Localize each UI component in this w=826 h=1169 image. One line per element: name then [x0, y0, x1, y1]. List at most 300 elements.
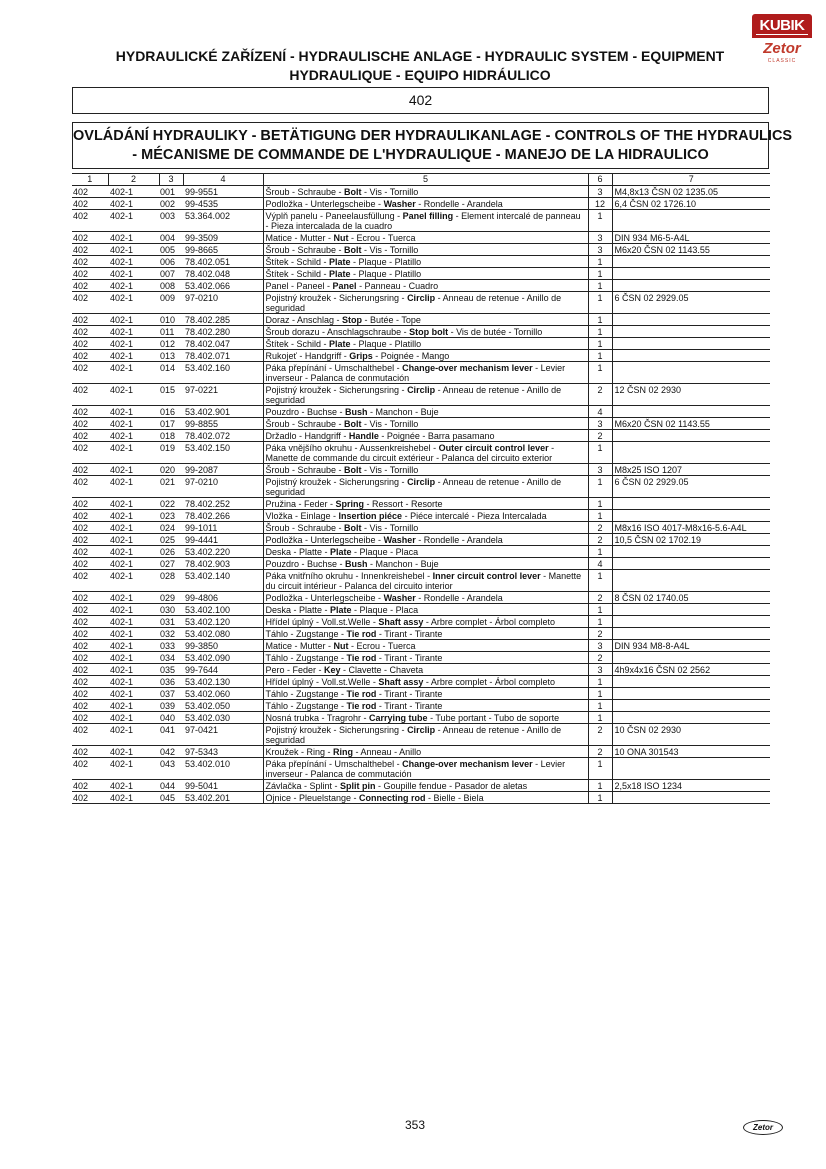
- table-row: [72, 792, 770, 804]
- description-text: - Vis - Tornillo: [361, 465, 419, 475]
- group-cell: 402: [72, 280, 108, 292]
- description-text: - Levier inverseur - Palanca de commutación: [265, 759, 566, 779]
- group-cell: 402: [72, 546, 108, 558]
- remark-cell: [612, 546, 770, 558]
- column-header: 6: [588, 174, 612, 186]
- quantity-cell: 4: [588, 406, 612, 418]
- description-text: Páka vnějšího okruhu - Aussenkreishebel -: [265, 443, 439, 453]
- position-cell: 041: [159, 724, 183, 746]
- description-text: Závlačka - Splint -: [265, 781, 341, 791]
- part-number-cell: 53.402.140: [183, 570, 263, 592]
- position-cell: 020: [159, 464, 183, 476]
- subgroup-cell: 402-1: [108, 510, 159, 522]
- subgroup-cell: 402-1: [108, 758, 159, 780]
- remark-cell: [612, 268, 770, 280]
- kubik-logo: KUBIK: [752, 14, 812, 38]
- part-number-cell: 53.402.050: [183, 700, 263, 712]
- remark-cell: DIN 934 M8-8-A4L: [612, 640, 770, 652]
- description-english: Plate: [329, 257, 351, 267]
- description-text: Páka přepínání - Umschalthebel -: [265, 363, 403, 373]
- group-cell: 402: [72, 326, 108, 338]
- subgroup-cell: 402-1: [108, 652, 159, 664]
- table-row: [72, 430, 770, 442]
- position-cell: 033: [159, 640, 183, 652]
- part-number-cell: 78.402.280: [183, 326, 263, 338]
- table-row: [72, 280, 770, 292]
- section-number: 402: [72, 87, 769, 114]
- remark-cell: [612, 700, 770, 712]
- table-row: [72, 628, 770, 640]
- group-cell: 402: [72, 640, 108, 652]
- part-number-cell: 53.402.090: [183, 652, 263, 664]
- description-english: Tie rod: [346, 629, 377, 639]
- group-heading-line1: OVLÁDÁNÍ HYDRAULIKY - BETÄTIGUNG DER HYDRAULIKANLAGE - CONTROLS OF THE HYDRAULICS: [73, 128, 793, 144]
- subgroup-cell: 402-1: [108, 338, 159, 350]
- remark-cell: [612, 604, 770, 616]
- position-cell: 017: [159, 418, 183, 430]
- description-english: Bush: [345, 407, 368, 417]
- remark-cell: M6x20 ČSN 02 1143.55: [612, 418, 770, 430]
- description-text: - Anneau de retenue - Anillo de seguridad: [265, 725, 562, 745]
- subgroup-cell: 402-1: [108, 498, 159, 510]
- description-english: Handle: [348, 431, 379, 441]
- description-text: Táhlo - Zugstange -: [265, 653, 347, 663]
- group-cell: 402: [72, 746, 108, 758]
- part-number-cell: 78.402.048: [183, 268, 263, 280]
- remark-cell: [612, 256, 770, 268]
- description-text: Matice - Mutter -: [265, 233, 334, 243]
- table-row: [72, 604, 770, 616]
- remark-cell: [612, 688, 770, 700]
- group-cell: 402: [72, 792, 108, 804]
- description-text: - Arbre complet - Árbol completo: [423, 677, 555, 687]
- table-row: [72, 546, 770, 558]
- subgroup-cell: 402-1: [108, 314, 159, 326]
- part-number-cell: 78.402.071: [183, 350, 263, 362]
- description-cell: [263, 652, 588, 664]
- description-cell: [263, 558, 588, 570]
- subgroup-cell: 402-1: [108, 464, 159, 476]
- part-number-cell: 78.402.285: [183, 314, 263, 326]
- subgroup-cell: 402-1: [108, 604, 159, 616]
- quantity-cell: 1: [588, 268, 612, 280]
- description-text: - Manchon - Buje: [367, 407, 439, 417]
- position-cell: 025: [159, 534, 183, 546]
- part-number-cell: 78.402.266: [183, 510, 263, 522]
- position-cell: 028: [159, 570, 183, 592]
- description-text: - Manette de commande du circuit extérieur - Palanca del circuito exterior: [265, 443, 555, 463]
- description-english: Inner circuit control lever: [432, 571, 541, 581]
- description-cell: [263, 280, 588, 292]
- table-header-row: [72, 174, 770, 186]
- description-text: - Plaque - Placa: [351, 605, 419, 615]
- description-english: Nut: [333, 641, 349, 651]
- position-cell: 007: [159, 268, 183, 280]
- part-number-cell: 53.402.010: [183, 758, 263, 780]
- position-cell: 039: [159, 700, 183, 712]
- part-number-cell: 53.402.080: [183, 628, 263, 640]
- remark-cell: [612, 558, 770, 570]
- remark-cell: [612, 430, 770, 442]
- description-english: Shaft assy: [378, 617, 424, 627]
- group-cell: 402: [72, 510, 108, 522]
- quantity-cell: 1: [588, 616, 612, 628]
- group-cell: 402: [72, 430, 108, 442]
- table-row: [72, 664, 770, 676]
- position-cell: 032: [159, 628, 183, 640]
- subgroup-cell: 402-1: [108, 558, 159, 570]
- column-header: 4: [183, 174, 263, 186]
- table-row: [72, 384, 770, 406]
- group-cell: 402: [72, 442, 108, 464]
- description-text: - Vis - Tornillo: [361, 523, 419, 533]
- subgroup-cell: 402-1: [108, 712, 159, 724]
- part-number-cell: 78.402.047: [183, 338, 263, 350]
- quantity-cell: 1: [588, 362, 612, 384]
- description-text: Pero - Feder -: [265, 665, 325, 675]
- description-text: - Ecrou - Tuerca: [348, 233, 416, 243]
- quantity-cell: 2: [588, 652, 612, 664]
- quantity-cell: 1: [588, 256, 612, 268]
- subgroup-cell: 402-1: [108, 546, 159, 558]
- table-row: [72, 326, 770, 338]
- table-row: [72, 534, 770, 546]
- description-text: Panel - Paneel -: [265, 281, 333, 291]
- group-cell: 402: [72, 350, 108, 362]
- description-cell: [263, 604, 588, 616]
- subgroup-cell: 402-1: [108, 256, 159, 268]
- remark-cell: [612, 792, 770, 804]
- part-number-cell: 53.402.030: [183, 712, 263, 724]
- description-cell: [263, 546, 588, 558]
- subgroup-cell: 402-1: [108, 746, 159, 758]
- description-text: Pouzdro - Buchse -: [265, 407, 346, 417]
- group-cell: 402: [72, 384, 108, 406]
- subgroup-cell: 402-1: [108, 406, 159, 418]
- part-number-cell: 97-0210: [183, 292, 263, 314]
- remark-cell: [612, 442, 770, 464]
- position-cell: 014: [159, 362, 183, 384]
- description-text: Matice - Mutter -: [265, 641, 334, 651]
- parts-table: [72, 173, 770, 804]
- description-text: Pružina - Feder -: [265, 499, 336, 509]
- description-text: Šroub - Schraube -: [265, 187, 345, 197]
- position-cell: 009: [159, 292, 183, 314]
- part-number-cell: 99-2087: [183, 464, 263, 476]
- part-number-cell: 99-1011: [183, 522, 263, 534]
- table-row: [72, 268, 770, 280]
- quantity-cell: 1: [588, 570, 612, 592]
- table-row: [72, 652, 770, 664]
- description-english: Carrying tube: [369, 713, 428, 723]
- subgroup-cell: 402-1: [108, 350, 159, 362]
- position-cell: 011: [159, 326, 183, 338]
- description-cell: [263, 592, 588, 604]
- description-english: Washer: [383, 593, 416, 603]
- description-text: - Plaque - Platillo: [350, 339, 422, 349]
- table-row: [72, 640, 770, 652]
- part-number-cell: 99-3850: [183, 640, 263, 652]
- description-text: Pojistný kroužek - Sicherungsring -: [265, 385, 408, 395]
- description-text: - Rondelle - Arandela: [415, 535, 503, 545]
- description-text: Páka vnitřního okruhu - Innenkreishebel -: [265, 571, 433, 581]
- description-text: - Poignée - Barra pasamano: [378, 431, 495, 441]
- description-english: Stop: [342, 315, 363, 325]
- subgroup-cell: 402-1: [108, 244, 159, 256]
- description-cell: [263, 406, 588, 418]
- description-text: Deska - Platte -: [265, 605, 331, 615]
- description-text: - Anneau - Anillo: [353, 747, 422, 757]
- position-cell: 016: [159, 406, 183, 418]
- subgroup-cell: 402-1: [108, 780, 159, 792]
- position-cell: 015: [159, 384, 183, 406]
- remark-cell: [612, 498, 770, 510]
- description-text: Podložka - Unterlegscheibe -: [265, 535, 384, 545]
- description-english: Washer: [383, 535, 416, 545]
- table-row: [72, 476, 770, 498]
- position-cell: 035: [159, 664, 183, 676]
- description-cell: [263, 746, 588, 758]
- table-row: [72, 186, 770, 198]
- subgroup-cell: 402-1: [108, 186, 159, 198]
- description-text: - Tube portant - Tubo de soporte: [427, 713, 560, 723]
- quantity-cell: 1: [588, 780, 612, 792]
- description-english: Grips: [349, 351, 373, 361]
- remark-cell: [612, 314, 770, 326]
- group-heading-line2: - MÉCANISME DE COMMANDE DE L'HYDRAULIQUE - MANEJO DE LA HIDRAULICO: [132, 147, 709, 163]
- description-cell: [263, 464, 588, 476]
- description-text: Páka přepínání - Umschalthebel -: [265, 759, 403, 769]
- subgroup-cell: 402-1: [108, 534, 159, 546]
- position-cell: 003: [159, 210, 183, 232]
- position-cell: 024: [159, 522, 183, 534]
- zetor-logo: Zetor: [763, 40, 801, 57]
- description-text: Šroub - Schraube -: [265, 465, 345, 475]
- quantity-cell: 1: [588, 688, 612, 700]
- description-english: Tie rod: [346, 653, 377, 663]
- description-text: Táhlo - Zugstange -: [265, 629, 347, 639]
- description-cell: [263, 510, 588, 522]
- remark-cell: 2,5x18 ISO 1234: [612, 780, 770, 792]
- description-english: Outer circuit control lever: [438, 443, 549, 453]
- remark-cell: [612, 510, 770, 522]
- subgroup-cell: 402-1: [108, 442, 159, 464]
- description-text: - Anneau de retenue - Anillo de seguridad: [265, 293, 562, 313]
- part-number-cell: 53.402.060: [183, 688, 263, 700]
- quantity-cell: 4: [588, 558, 612, 570]
- quantity-cell: 3: [588, 664, 612, 676]
- description-cell: [263, 418, 588, 430]
- remark-cell: M8x25 ISO 1207: [612, 464, 770, 476]
- subgroup-cell: 402-1: [108, 198, 159, 210]
- group-cell: 402: [72, 256, 108, 268]
- subgroup-cell: 402-1: [108, 792, 159, 804]
- table-row: [72, 616, 770, 628]
- table-row: [72, 522, 770, 534]
- part-number-cell: 78.402.051: [183, 256, 263, 268]
- description-text: - Vis - Tornillo: [361, 245, 419, 255]
- description-english: Bolt: [344, 523, 362, 533]
- quantity-cell: 1: [588, 350, 612, 362]
- subgroup-cell: 402-1: [108, 292, 159, 314]
- description-english: Bush: [345, 559, 368, 569]
- column-header: 3: [159, 174, 183, 186]
- group-cell: 402: [72, 210, 108, 232]
- position-cell: 001: [159, 186, 183, 198]
- subgroup-cell: 402-1: [108, 522, 159, 534]
- part-number-cell: 78.402.903: [183, 558, 263, 570]
- position-cell: 010: [159, 314, 183, 326]
- description-text: - Piéce intercalé - Pieza Intercalada: [402, 511, 547, 521]
- description-text: - Plaque - Platillo: [350, 257, 422, 267]
- subgroup-cell: 402-1: [108, 676, 159, 688]
- group-cell: 402: [72, 232, 108, 244]
- table-row: [72, 338, 770, 350]
- part-number-cell: 53.402.201: [183, 792, 263, 804]
- description-text: - Butée - Tope: [362, 315, 421, 325]
- table-row: [72, 592, 770, 604]
- remark-cell: 10 ČSN 02 2930: [612, 724, 770, 746]
- description-cell: [263, 350, 588, 362]
- part-number-cell: 99-4535: [183, 198, 263, 210]
- position-cell: 021: [159, 476, 183, 498]
- group-cell: 402: [72, 534, 108, 546]
- table-row: [72, 292, 770, 314]
- quantity-cell: 2: [588, 534, 612, 546]
- description-cell: [263, 442, 588, 464]
- table-row: [72, 676, 770, 688]
- subgroup-cell: 402-1: [108, 688, 159, 700]
- description-cell: [263, 314, 588, 326]
- table-row: [72, 712, 770, 724]
- description-english: Split pin: [340, 781, 376, 791]
- description-cell: [263, 430, 588, 442]
- description-text: Rukojeť - Handgriff -: [265, 351, 350, 361]
- column-header: 2: [108, 174, 159, 186]
- table-row: [72, 700, 770, 712]
- quantity-cell: 2: [588, 430, 612, 442]
- table-row: [72, 406, 770, 418]
- description-cell: [263, 232, 588, 244]
- position-cell: 002: [159, 198, 183, 210]
- position-cell: 045: [159, 792, 183, 804]
- quantity-cell: 1: [588, 292, 612, 314]
- subgroup-cell: 402-1: [108, 724, 159, 746]
- subgroup-cell: 402-1: [108, 592, 159, 604]
- quantity-cell: 1: [588, 280, 612, 292]
- description-cell: [263, 640, 588, 652]
- part-number-cell: 99-5041: [183, 780, 263, 792]
- part-number-cell: 97-0421: [183, 724, 263, 746]
- remark-cell: M8x16 ISO 4017-M8x16-5.6-A4L: [612, 522, 770, 534]
- group-cell: 402: [72, 664, 108, 676]
- description-text: - Levier inverseur - Palanca de conmutación: [265, 363, 566, 383]
- part-number-cell: 97-0210: [183, 476, 263, 498]
- description-english: Shaft assy: [378, 677, 424, 687]
- description-cell: [263, 522, 588, 534]
- quantity-cell: 2: [588, 384, 612, 406]
- part-number-cell: 53.402.901: [183, 406, 263, 418]
- description-cell: [263, 758, 588, 780]
- description-text: - Panneau - Cuadro: [356, 281, 439, 291]
- remark-cell: 10,5 ČSN 02 1702.19: [612, 534, 770, 546]
- quantity-cell: 1: [588, 326, 612, 338]
- remark-cell: 10 ONA 301543: [612, 746, 770, 758]
- description-english: Circlip: [407, 293, 436, 303]
- part-number-cell: 99-4441: [183, 534, 263, 546]
- description-text: Kroužek - Ring -: [265, 747, 334, 757]
- description-english: Panel filling: [402, 211, 454, 221]
- description-english: Bolt: [344, 419, 362, 429]
- part-number-cell: 99-7644: [183, 664, 263, 676]
- position-cell: 013: [159, 350, 183, 362]
- remark-cell: [612, 676, 770, 688]
- remark-cell: 4h9x4x16 ČSN 02 2562: [612, 664, 770, 676]
- subgroup-cell: 402-1: [108, 232, 159, 244]
- description-text: Hřídel úplný - Voll.st.Welle -: [265, 617, 379, 627]
- part-number-cell: 53.402.066: [183, 280, 263, 292]
- description-english: Insertion piéce: [338, 511, 403, 521]
- group-cell: 402: [72, 558, 108, 570]
- description-text: Pojistný kroužek - Sicherungsring -: [265, 725, 408, 735]
- table-row: [72, 350, 770, 362]
- quantity-cell: 3: [588, 464, 612, 476]
- description-text: Šroub dorazu - Anschlagschraube -: [265, 327, 410, 337]
- remark-cell: [612, 406, 770, 418]
- description-english: Plate: [329, 269, 351, 279]
- remark-cell: 12 ČSN 02 2930: [612, 384, 770, 406]
- description-cell: [263, 256, 588, 268]
- group-heading: [72, 122, 793, 169]
- description-english: Ring: [333, 747, 354, 757]
- table-row: [72, 558, 770, 570]
- part-number-cell: 97-5343: [183, 746, 263, 758]
- description-cell: [263, 244, 588, 256]
- quantity-cell: 1: [588, 476, 612, 498]
- table-row: [72, 442, 770, 464]
- description-text: Ojnice - Pleuelstange -: [265, 793, 360, 803]
- part-number-cell: 53.402.100: [183, 604, 263, 616]
- position-cell: 044: [159, 780, 183, 792]
- remark-cell: [612, 652, 770, 664]
- part-number-cell: 99-8665: [183, 244, 263, 256]
- remark-cell: [612, 350, 770, 362]
- description-text: - Anneau de retenue - Anillo de seguridad: [265, 477, 562, 497]
- group-cell: 402: [72, 198, 108, 210]
- group-cell: 402: [72, 464, 108, 476]
- group-cell: 402: [72, 616, 108, 628]
- description-text: Deska - Platte -: [265, 547, 331, 557]
- position-cell: 029: [159, 592, 183, 604]
- subgroup-cell: 402-1: [108, 616, 159, 628]
- description-text: - Rondelle - Arandela: [415, 593, 503, 603]
- description-english: Plate: [329, 339, 351, 349]
- description-text: Štítek - Schild -: [265, 339, 330, 349]
- description-english: Nut: [333, 233, 349, 243]
- description-text: - Manette du circuit intérieur - Palanca del circuito interior: [265, 571, 582, 591]
- description-english: Plate: [330, 605, 352, 615]
- description-english: Panel: [332, 281, 357, 291]
- group-cell: 402: [72, 186, 108, 198]
- subgroup-cell: 402-1: [108, 418, 159, 430]
- table-row: [72, 498, 770, 510]
- description-text: - Plaque - Placa: [351, 547, 419, 557]
- remark-cell: M6x20 ČSN 02 1143.55: [612, 244, 770, 256]
- position-cell: 036: [159, 676, 183, 688]
- description-cell: [263, 292, 588, 314]
- position-cell: 019: [159, 442, 183, 464]
- position-cell: 031: [159, 616, 183, 628]
